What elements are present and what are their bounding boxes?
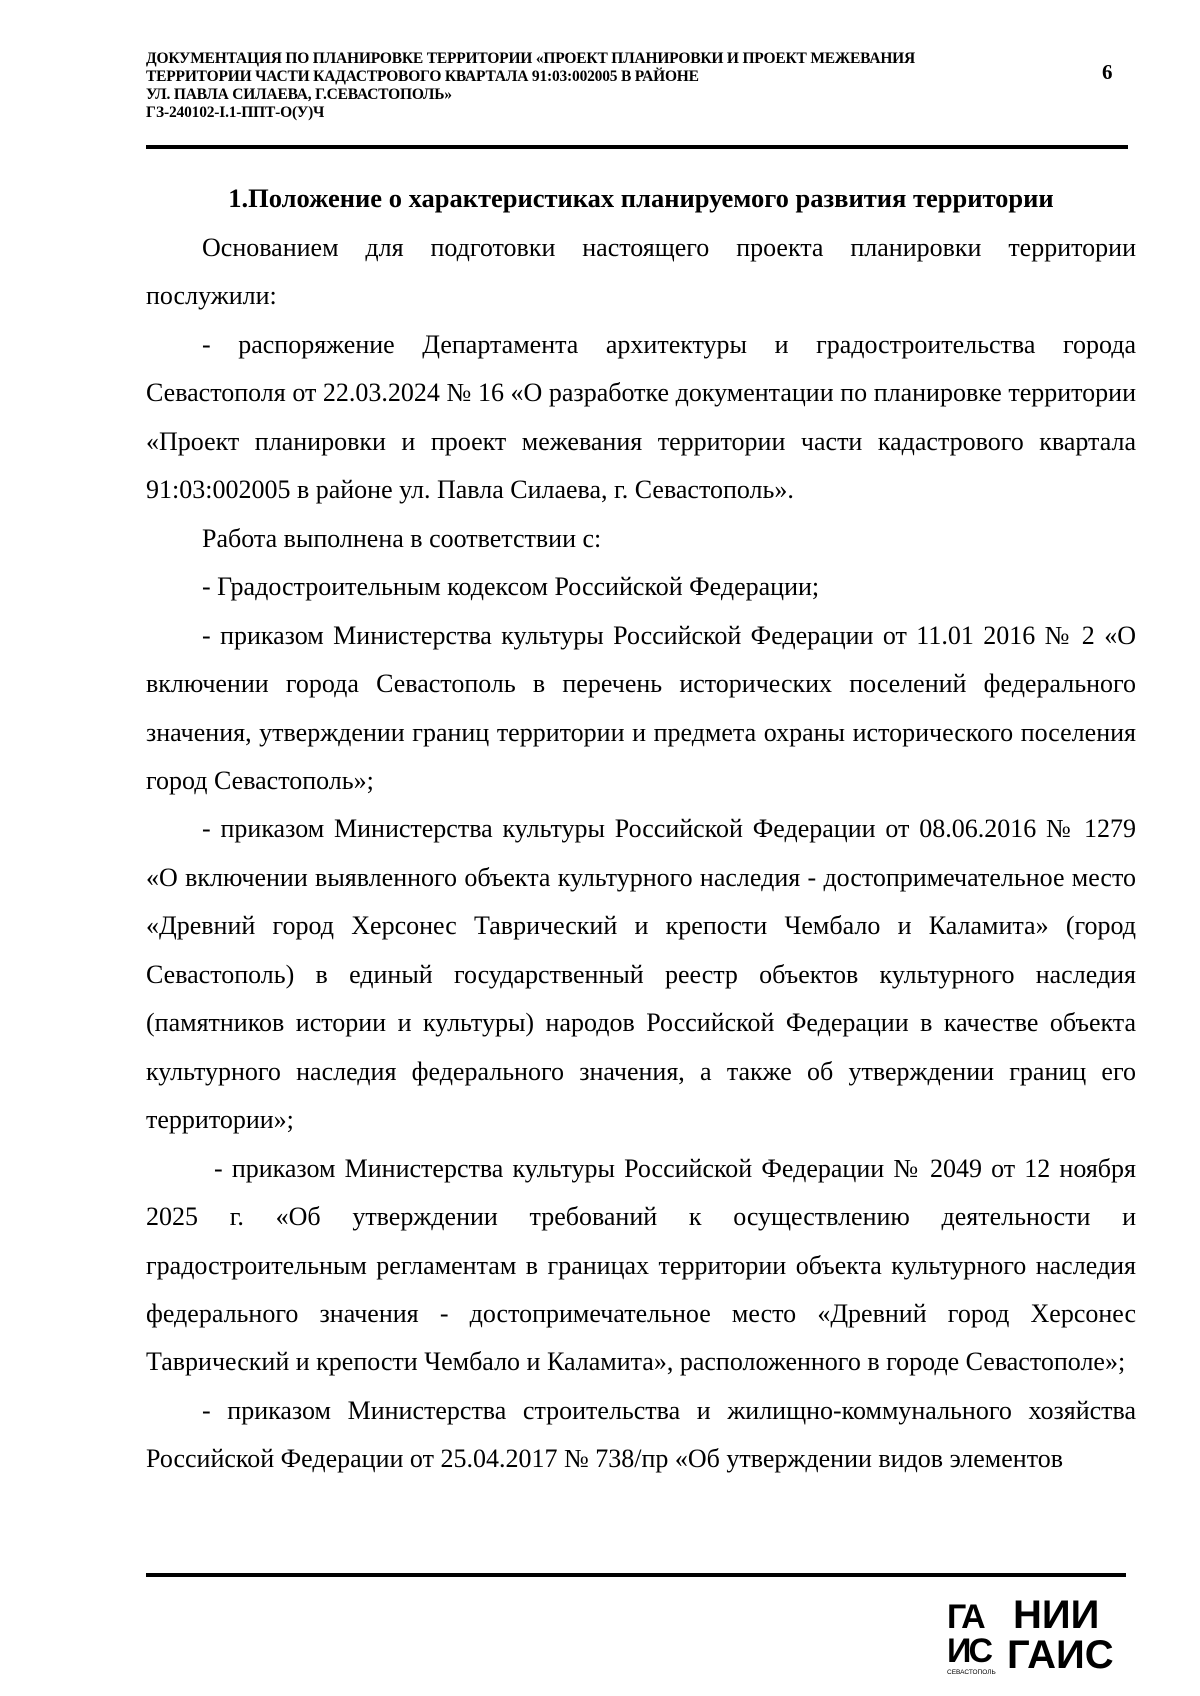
- section-heading: 1.Положение о характеристиках планируемого развития территории: [228, 183, 1054, 213]
- document-header: [146, 50, 1046, 122]
- paragraph-construction-order-738: - приказом Министерства строительства и жилищно-коммунального хозяйства Российской Федерации от 25.04.2017 № 738/пр «Об утверждении видов элементов: [146, 1395, 1136, 1474]
- logo-caption: СЕВАСТОПОЛЬ: [947, 1669, 996, 1676]
- body-text: [146, 224, 1136, 1484]
- logo-line-2: ГАИС: [1007, 1633, 1114, 1676]
- header-line-3: УЛ. ПАВЛА СИЛАЕВА, Г.СЕВАСТОПОЛЬ»: [146, 86, 452, 103]
- logo-monogram-bottom: ИС: [947, 1632, 990, 1670]
- logo-monogram-top: ГА: [947, 1598, 983, 1636]
- paragraph-culture-order-2049: - приказом Министерства культуры Российской Федерации № 2049 от 12 ноября 2025 г. «Об утверждении требований к осуществлению деятельности и градостроительным регламентам в границах территории объекта культурного наследия федерального значения - достопримечательное место «Древний город Херсонес Таврический и крепости Чембало и Каламита», расположенного в городе Севастополе»;: [146, 1153, 1136, 1377]
- paragraph-culture-order-2: - приказом Министерства культуры Российской Федерации от 11.01 2016 № 2 «О включении города Севастополь в перечень исторических поселений федерального значения, утверждении границ территории и предмета охраны исторического поселения город Севастополь»;: [146, 620, 1136, 795]
- paragraph-urban-code: - Градостроительным кодексом Российской Федерации;: [202, 572, 820, 602]
- paragraph-culture-order-1279: - приказом Министерства культуры Российской Федерации от 08.06.2016 № 1279 «О включении выявленного объекта культурного наследия - достопримечательное место «Древний город Херсонес Таврический и крепости Чембало и Каламита» (город Севастополь) в единый государственный реестр объектов культурного наследия (памятников истории и культуры) народов Российской Федерации в качестве объекта культурного наследия федерального значения, а также об утверждении границ его территории»;: [146, 814, 1136, 1135]
- page-number: 6: [1102, 60, 1113, 84]
- niigais-logo: [945, 1590, 1135, 1676]
- header-document-code: ГЗ-240102-I.1-ППТ-О(У)Ч: [146, 104, 325, 121]
- footer-divider: [146, 1573, 1126, 1577]
- paragraph-order: - распоряжение Департамента архитектуры и градостроительства города Севастополя от 22.03.2024 № 16 «О разработке документации по планировке территории «Проект планировки и проект межевания территории части кадастрового квартала 91:03:002005 в районе ул. Павла Силаева, г. Севастополь».: [146, 329, 1136, 505]
- header-line-1: ДОКУМЕНТАЦИЯ ПО ПЛАНИРОВКЕ ТЕРРИТОРИИ «ПРОЕКТ ПЛАНИРОВКИ И ПРОЕКТ МЕЖЕВАНИЯ: [146, 50, 916, 67]
- header-line-2: ТЕРРИТОРИИ ЧАСТИ КАДАСТРОВОГО КВАРТАЛА 91:03:002005 В РАЙОНЕ: [146, 68, 699, 85]
- paragraph-compliance-intro: Работа выполнена в соответствии с:: [202, 523, 602, 553]
- logo-line-1: НИИ: [1013, 1593, 1100, 1637]
- header-divider: [146, 145, 1128, 149]
- paragraph-basis: Основанием для подготовки настоящего проекта планировки территории послужили:: [146, 233, 1136, 311]
